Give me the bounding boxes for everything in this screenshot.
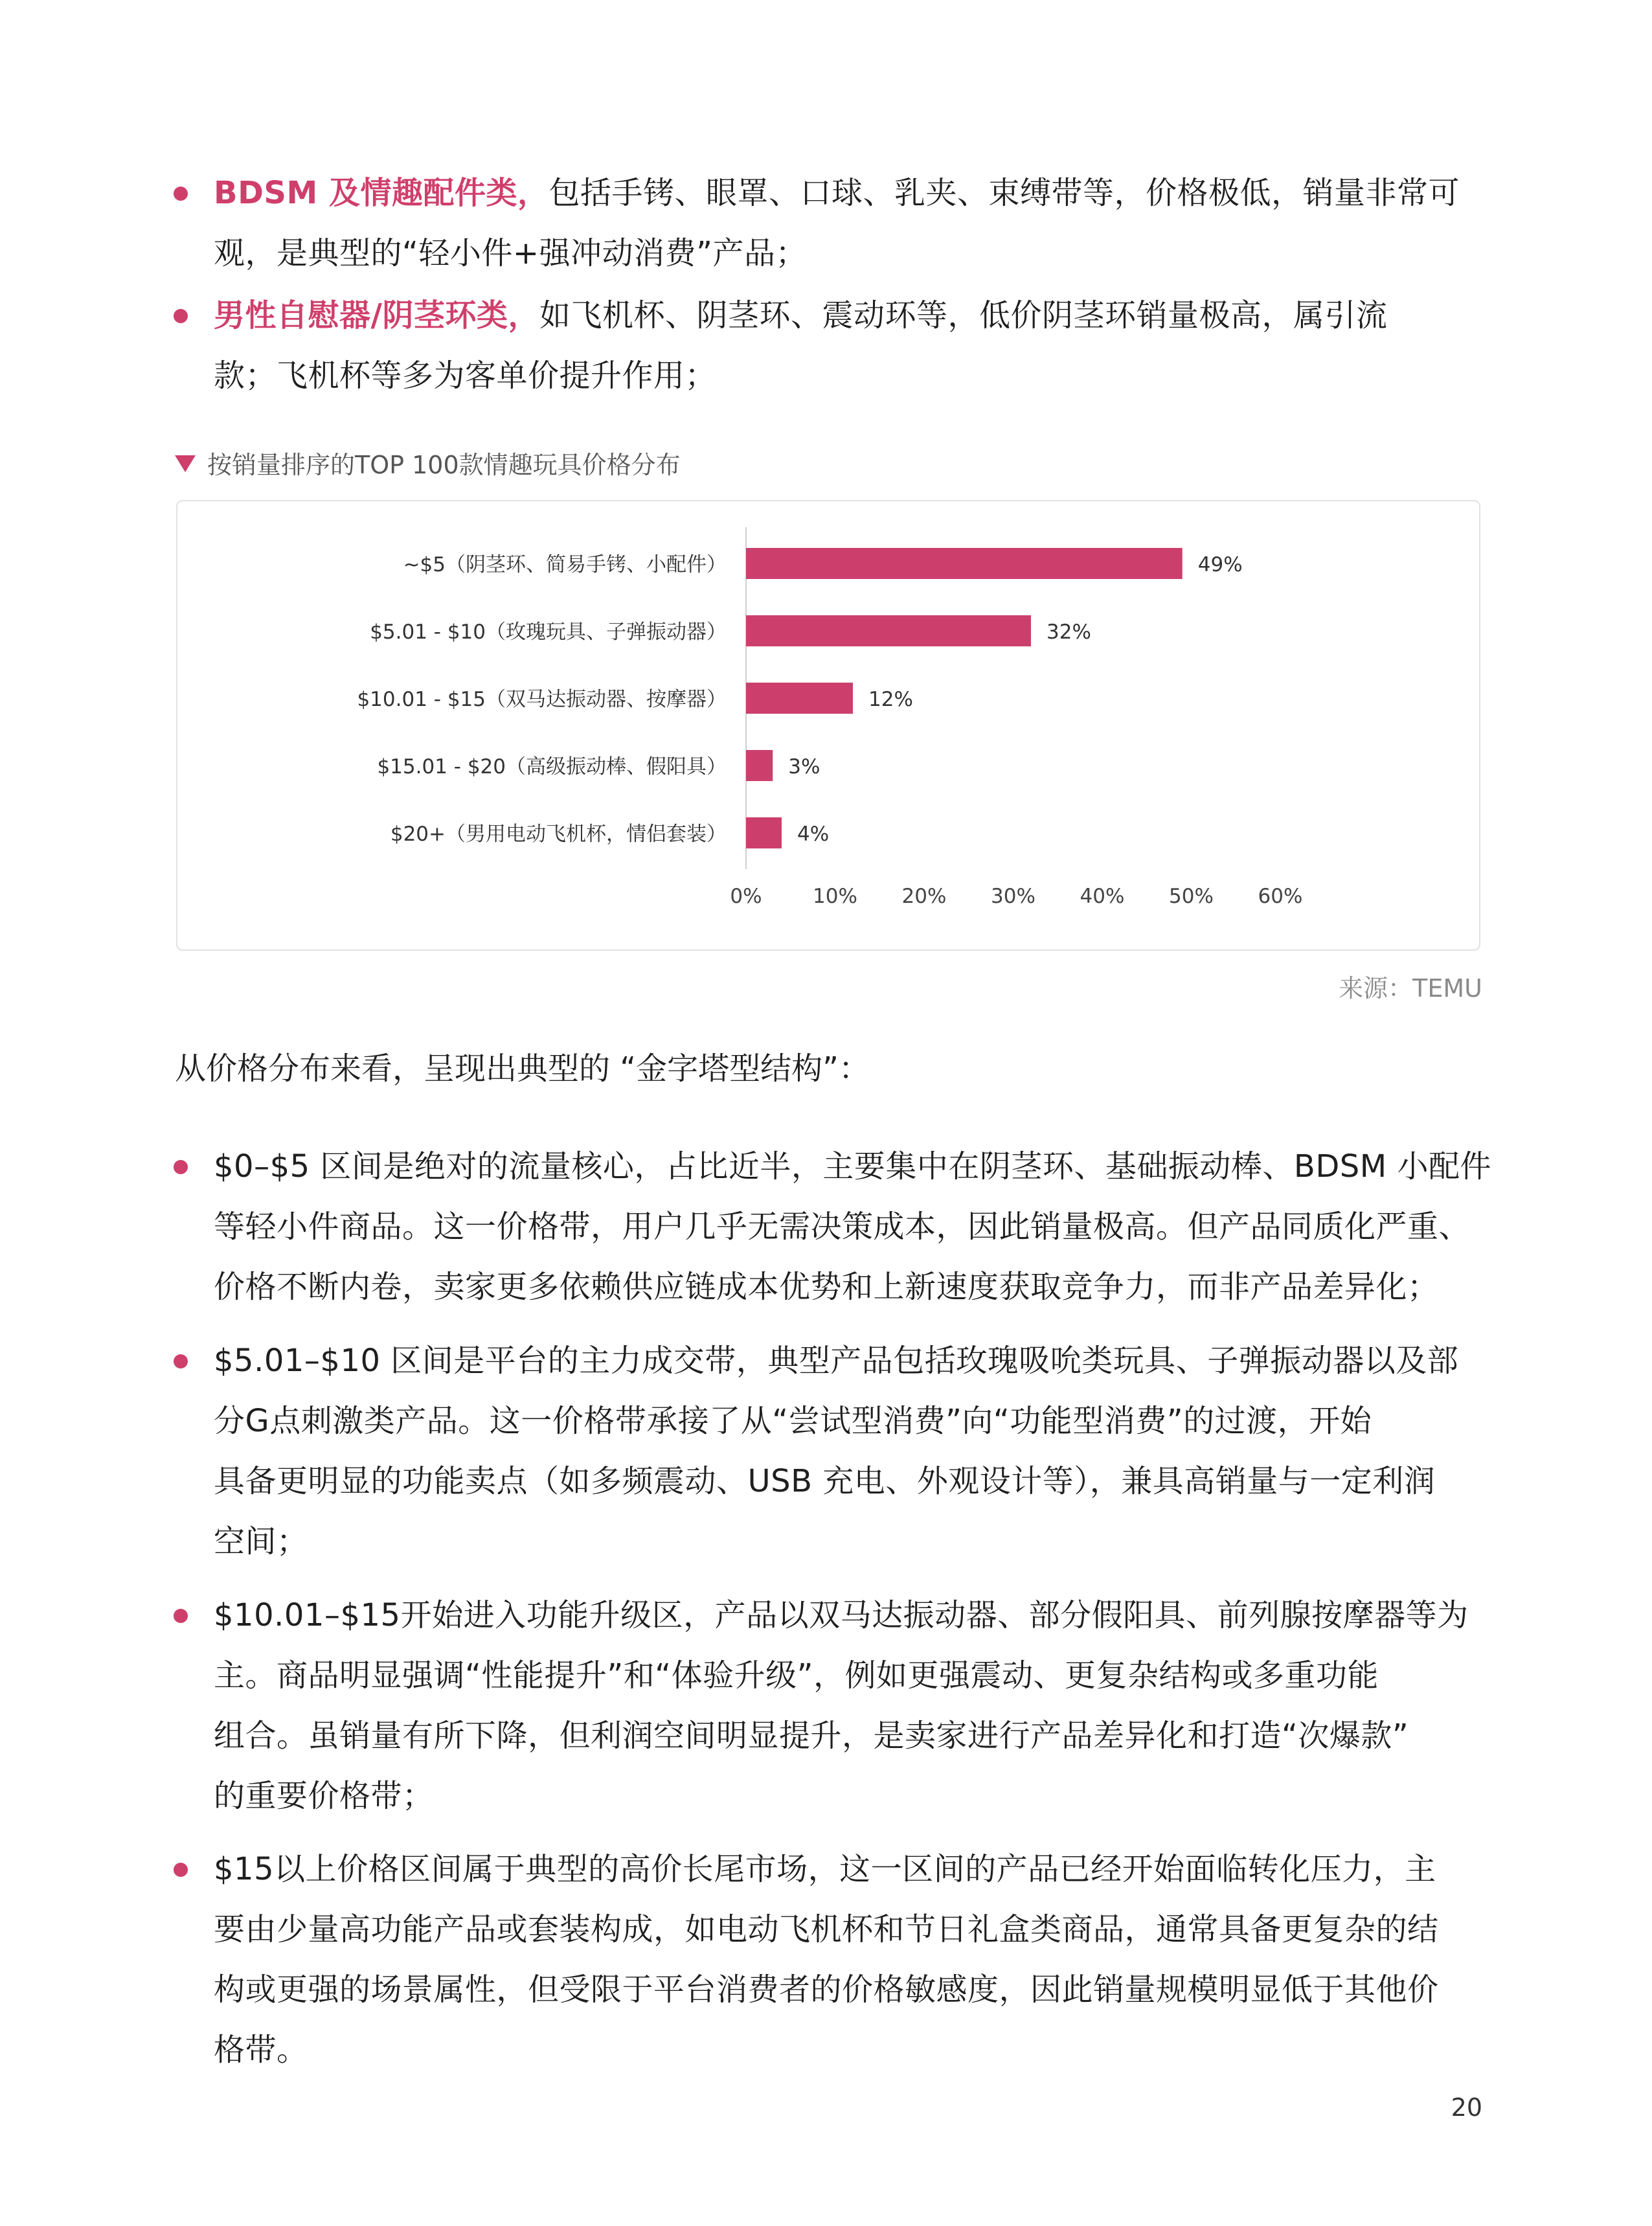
category-label: $20+（男用电动飞机杯，情侣套装）	[390, 823, 727, 846]
paragraph-line: $0–$5 区间是绝对的流量核心，占比近半，主要集中在阴茎环、基础振动棒、BDSM 小配件	[214, 1148, 1491, 1185]
bullet-highlight: BDSM 及情趣配件类，	[214, 175, 549, 211]
bar-chart	[177, 501, 1479, 949]
category-label: ~$5（阴茎环、简易手铐、小配件）	[403, 553, 727, 576]
bullet-dot	[174, 1863, 188, 1877]
chart-container	[176, 500, 1480, 951]
paragraph-text	[214, 1839, 1509, 2080]
paragraph-text	[214, 1331, 1509, 1572]
category-label: $5.01 - $10（玫瑰玩具、子弹振动器）	[370, 620, 727, 644]
paragraph-text	[214, 1585, 1509, 1826]
bar	[746, 548, 1182, 579]
bar-value-label: 3%	[788, 755, 820, 778]
x-tick-label: 50%	[1169, 885, 1214, 908]
bullet-line: 观，是典型的“轻小件+强冲动消费”产品；	[214, 235, 807, 271]
paragraph-line: 格带。	[214, 2032, 308, 2068]
paragraph-text	[214, 1137, 1509, 1317]
page-number: 20	[1451, 2093, 1482, 2122]
bullet-dot	[174, 187, 188, 201]
chart-title	[175, 447, 681, 483]
bullet-line: 包括手铐、眼罩、口球、乳夹、束缚带等，价格极低，销量非常可	[549, 175, 1460, 211]
paragraph-line: 的重要价格带；	[214, 1778, 434, 1814]
x-tick-label: 30%	[991, 885, 1035, 908]
paragraph-line: 组合。虽销量有所下降，但利润空间明显提升，是卖家进行产品差异化和打造“次爆款”	[214, 1718, 1409, 1754]
paragraph-line: 价格不断内卷，卖家更多依赖供应链成本优势和上新速度获取竞争力，而非产品差异化；	[214, 1269, 1439, 1305]
bullet-text	[214, 286, 1509, 406]
bullet-line: 如飞机杯、阴茎环、震动环等，低价阴茎环销量极高，属引流	[539, 297, 1388, 334]
bullet-dot	[174, 309, 188, 323]
bar	[746, 750, 773, 781]
bar	[746, 817, 782, 848]
bullet-dot	[174, 1160, 188, 1174]
x-tick-label: 20%	[901, 885, 947, 908]
bullet-text	[214, 163, 1509, 284]
x-tick-label: 10%	[813, 885, 857, 908]
bullet-dot	[174, 1609, 188, 1623]
x-tick-label: 40%	[1080, 885, 1125, 908]
paragraph-line: 要由少量高功能产品或套装构成，如电动飞机杯和节日礼盒类商品，通常具备更复杂的结	[214, 1911, 1439, 1948]
paragraph-line: 空间；	[214, 1523, 308, 1560]
bar-value-label: 4%	[797, 823, 830, 846]
bar	[746, 615, 1031, 646]
bullet-line: 款；飞机杯等多为客单价提升作用；	[214, 358, 717, 394]
category-label: $10.01 - $15（双马达振动器、按摩器）	[357, 688, 727, 711]
paragraph-line: 具备更明显的功能卖点（如多频震动、USB 充电、外观设计等），兼具高销量与一定利润	[214, 1463, 1436, 1499]
paragraph-line: 分G点刺激类产品。这一价格带承接了从“尝试型消费”向“功能型消费”的过渡，开始	[214, 1403, 1372, 1439]
bar	[746, 683, 853, 714]
bar-value-label: 49%	[1197, 553, 1243, 576]
bar-value-label: 32%	[1047, 620, 1091, 644]
bar-value-label: 12%	[868, 688, 913, 711]
chart-source: 来源：TEMU	[1339, 974, 1482, 1003]
chart-title-text: 按销量排序的TOP 100款情趣玩具价格分布	[207, 451, 681, 479]
bullet-highlight: 男性自慰器/阴茎环类，	[214, 297, 540, 334]
x-tick-label: 0%	[730, 885, 762, 908]
paragraph-line: 等轻小件商品。这一价格带，用户几乎无需决策成本，因此销量极高。但产品同质化严重、	[214, 1209, 1471, 1245]
paragraph-line: $15以上价格区间属于典型的高价长尾市场，这一区间的产品已经开始面临转化压力，主	[214, 1851, 1436, 1887]
paragraph-line: $10.01–$15开始进入功能升级区，产品以双马达振动器、部分假阳具、前列腺按摩器等为	[214, 1597, 1469, 1633]
triangle-down-icon	[175, 455, 196, 472]
paragraph-line: 主。商品明显强调“性能提升”和“体验升级”，例如更强震动、更复杂结构或多重功能	[214, 1657, 1379, 1694]
category-label: $15.01 - $20（高级振动棒、假阳具）	[377, 755, 727, 778]
x-tick-label: 60%	[1258, 885, 1303, 908]
bullet-dot	[174, 1354, 188, 1369]
paragraph-line: 构或更强的场景属性，但受限于平台消费者的价格敏感度，因此销量规模明显低于其他价	[214, 1971, 1439, 2008]
paragraph-line: $5.01–$10 区间是平台的主力成交带，典型产品包括玫瑰吸吮类玩具、子弹振动器以及部	[214, 1343, 1459, 1379]
intro-text: 从价格分布来看，呈现出典型的 “金字塔型结构”：	[175, 1051, 870, 1087]
